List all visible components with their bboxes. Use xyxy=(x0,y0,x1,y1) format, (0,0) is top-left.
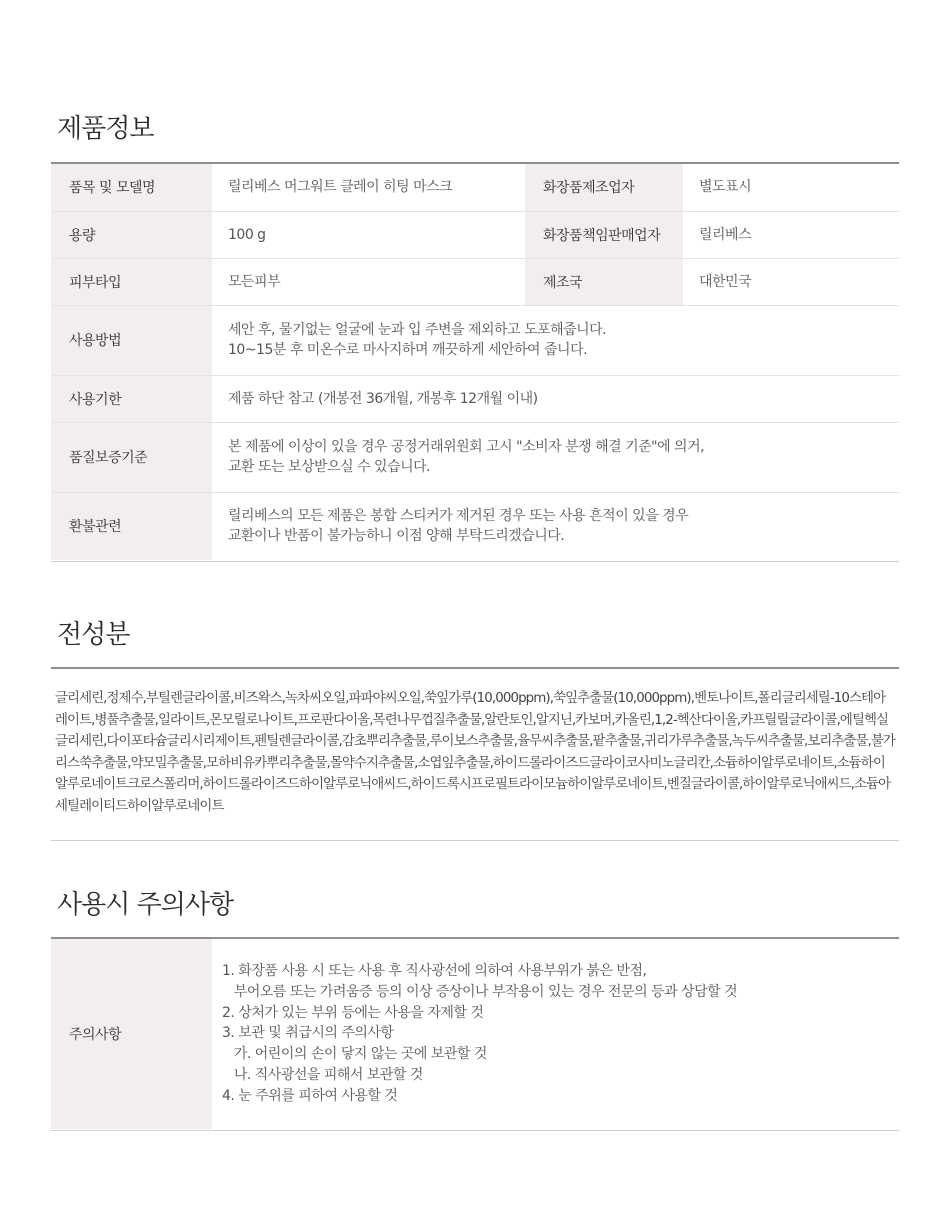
row-label: 품질보증기준 xyxy=(51,422,212,492)
ingredients-bottom-rule xyxy=(51,840,899,841)
product-info-title: 제품정보 xyxy=(57,114,154,144)
cautions-title: 사용시 주의사항 xyxy=(57,890,234,920)
row-label: 품목 및 모델명 xyxy=(51,164,212,211)
row-label: 화장품제조업자 xyxy=(525,164,683,211)
table-row xyxy=(51,375,899,422)
row-value xyxy=(212,422,899,492)
ingredients-text: 글리세린,정제수,부틸렌글라이콜,비즈왁스,녹차씨오일,파파야씨오일,쑥잎가루(10,000ppm),쑥잎추출물(10,000ppm),벤토나이트,폴리글리세릴-10스테아레이트,병풀추출물,일라이트,몬모릴로나이트,프로판다이올,목련나무껍질추출물,알란토인,알지닌,카보머,카올린,1,2-헥산다이올,카프릴릴글라이콜,에틸헥실글리세린,다이포타슘글리시리제이트,펜틸렌글라이콜,감초뿌리추출물,루이보스추출물,율무씨추출물,팥추출물,귀리가루추출물,녹두씨추출물,보리추출물,불가리스쑥추출물,약모밀추출물,모하비유카뿌리추출물,몰약수지추출물,소엽잎추출물,하이드롤라이즈드글라이코사미노글리칸,소듐하이알루로네이트,소듐하이알루로네이트크로스폴리머,하이드롤라이즈드하이알루로닉애씨드,하이드록시프로필트라이모늄하이알루로네이트,벤질글라이콜,하이알루로닉애씨드,소듐아세틸레이티드하이알루로네이트 xyxy=(55,691,895,814)
row-value: 릴리베스 xyxy=(683,211,899,258)
value-line: 제품 하단 참고 (개봉전 36개월, 개봉후 12개월 이내) xyxy=(228,390,538,407)
caution-line: 2. 상처가 있는 부위 등에는 사용을 자제할 것 xyxy=(222,1004,484,1021)
cautions-bottom-rule xyxy=(51,1130,899,1131)
value-line: 릴리베스의 모든 제품은 봉합 스티커가 제거된 경우 또는 사용 흔적이 있을 경우 xyxy=(228,508,689,525)
table-row xyxy=(51,492,899,560)
row-value: 릴리베스 머그워트 클레이 히팅 마스크 xyxy=(212,164,525,211)
row-label: 피부타입 xyxy=(51,258,212,305)
caution-line: 나. 직사광선을 피해서 보관할 것 xyxy=(222,1066,423,1083)
cautions-section xyxy=(51,870,899,1140)
caution-line: 1. 화장품 사용 시 또는 사용 후 직사광선에 의하여 사용부위가 붉은 반점, xyxy=(222,963,647,979)
product-info-section xyxy=(51,0,899,600)
cautions-body xyxy=(212,939,737,1129)
caution-line: 가. 어린이의 손이 닿지 않는 곳에 보관할 것 xyxy=(222,1046,487,1063)
caution-line: 부어오름 또는 가려움증 등의 이상 증상이나 부작용이 있는 경우 전문의 등과 상담할 것 xyxy=(222,983,738,1000)
row-label: 사용기한 xyxy=(51,375,212,422)
ingredients-top-rule xyxy=(51,667,899,669)
row-value: 100 g xyxy=(212,211,525,258)
product-info-bottom-rule xyxy=(51,561,899,562)
table-row xyxy=(51,164,899,211)
value-line: 10~15분 후 미온수로 마사지하며 깨끗하게 세안하여 줍니다. xyxy=(228,342,588,358)
row-value xyxy=(212,375,899,422)
caution-line: 4. 눈 주위를 피하여 사용할 것 xyxy=(222,1087,398,1104)
row-value: 별도표시 xyxy=(683,164,899,211)
row-value: 모든피부 xyxy=(212,258,525,305)
row-value: 대한민국 xyxy=(683,258,899,305)
table-row xyxy=(51,211,899,258)
row-label: 화장품책임판매업자 xyxy=(525,211,683,258)
row-label: 사용방법 xyxy=(51,305,212,375)
cautions-table xyxy=(51,939,899,1129)
table-row xyxy=(51,258,899,305)
value-line: 교환이나 반품이 불가능하니 이점 양해 부탁드리겠습니다. xyxy=(228,528,565,545)
row-label: 환불관련 xyxy=(51,492,212,560)
row-label: 용량 xyxy=(51,211,212,258)
ingredients-title: 전성분 xyxy=(57,620,130,650)
value-line: 본 제품에 이상이 있을 경우 공정거래위원회 고시 "소비자 분쟁 해결 기준"에 의거, xyxy=(228,439,705,455)
ingredients-section xyxy=(51,600,899,870)
value-line: 세안 후, 물기없는 얼굴에 눈과 입 주변을 제외하고 도포해줍니다. xyxy=(228,322,607,338)
product-info-table xyxy=(51,164,899,560)
row-value xyxy=(212,305,899,375)
value-line: 교환 또는 보상받으실 수 있습니다. xyxy=(228,459,431,475)
table-row xyxy=(51,422,899,492)
row-value xyxy=(212,492,899,560)
table-row xyxy=(51,305,899,375)
row-label: 제조국 xyxy=(525,258,683,305)
caution-line: 3. 보관 및 취급시의 주의사항 xyxy=(222,1025,394,1042)
cautions-label: 주의사항 xyxy=(51,939,212,1129)
